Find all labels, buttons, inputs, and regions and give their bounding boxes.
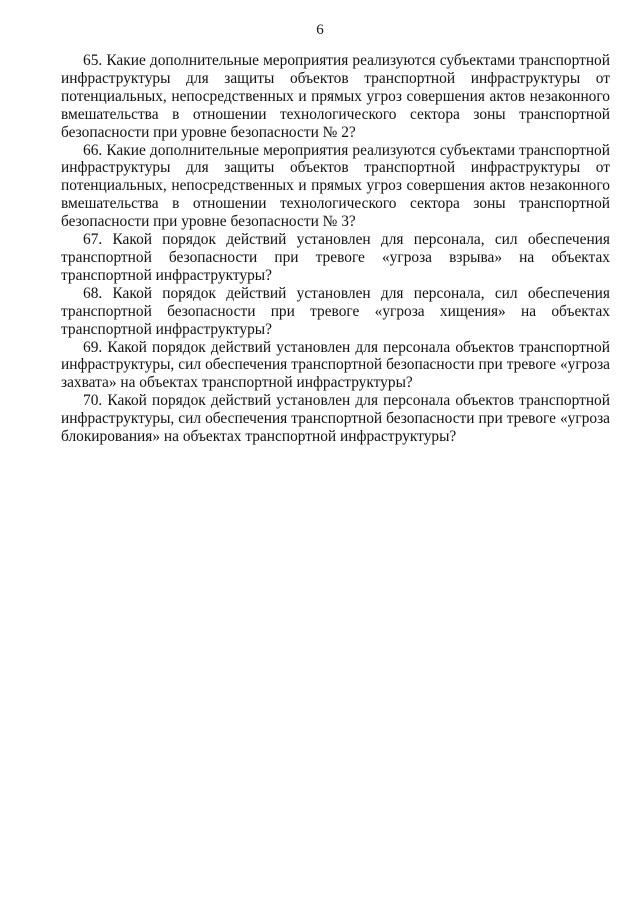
page-number: 6: [316, 22, 324, 38]
question-68: 68. Какой порядок действий установлен для персонала, сил обеспечения транспортной безопасности при тревоге «угроза хищения» на объектах транспортной инфраструктуры?: [61, 284, 610, 338]
question-66: 66. Какие дополнительные мероприятия реализуются субъектами транспортной инфраструктуры для защиты объектов транспортной инфраструктуры от потенциальных, непосредственных и прямых угроз совершения актов незаконного вмешательства в отношении технологического сектора зоны транспортной безопасности при уровне безопасности № 3?: [61, 141, 610, 231]
question-65: 65. Какие дополнительные мероприятия реализуются субъектами транспортной инфраструктуры для защиты объектов транспортной инфраструктуры от потенциальных, непосредственных и прямых угроз совершения актов незаконного вмешательства в отношении технологического сектора зоны транспортной безопасности при уровне безопасности № 2?: [61, 52, 610, 141]
question-list: [61, 52, 610, 446]
question-70: 70. Какой порядок действий установлен для персонала объектов транспортной инфраструктуры, сил обеспечения транспортной безопасности при тревоге «угроза блокирования» на объектах транспортной инфраструктуры?: [61, 392, 610, 446]
question-69: 69. Какой порядок действий установлен для персонала объектов транспортной инфраструктуры, сил обеспечения транспортной безопасности при тревоге «угроза захвата» на объектах транспортной инфраструктуры?: [61, 338, 610, 392]
question-67: 67. Какой порядок действий установлен для персонала, сил обеспечения транспортной безопасности при тревоге «угроза взрыва» на объектах транспортной инфраструктуры?: [61, 231, 610, 284]
